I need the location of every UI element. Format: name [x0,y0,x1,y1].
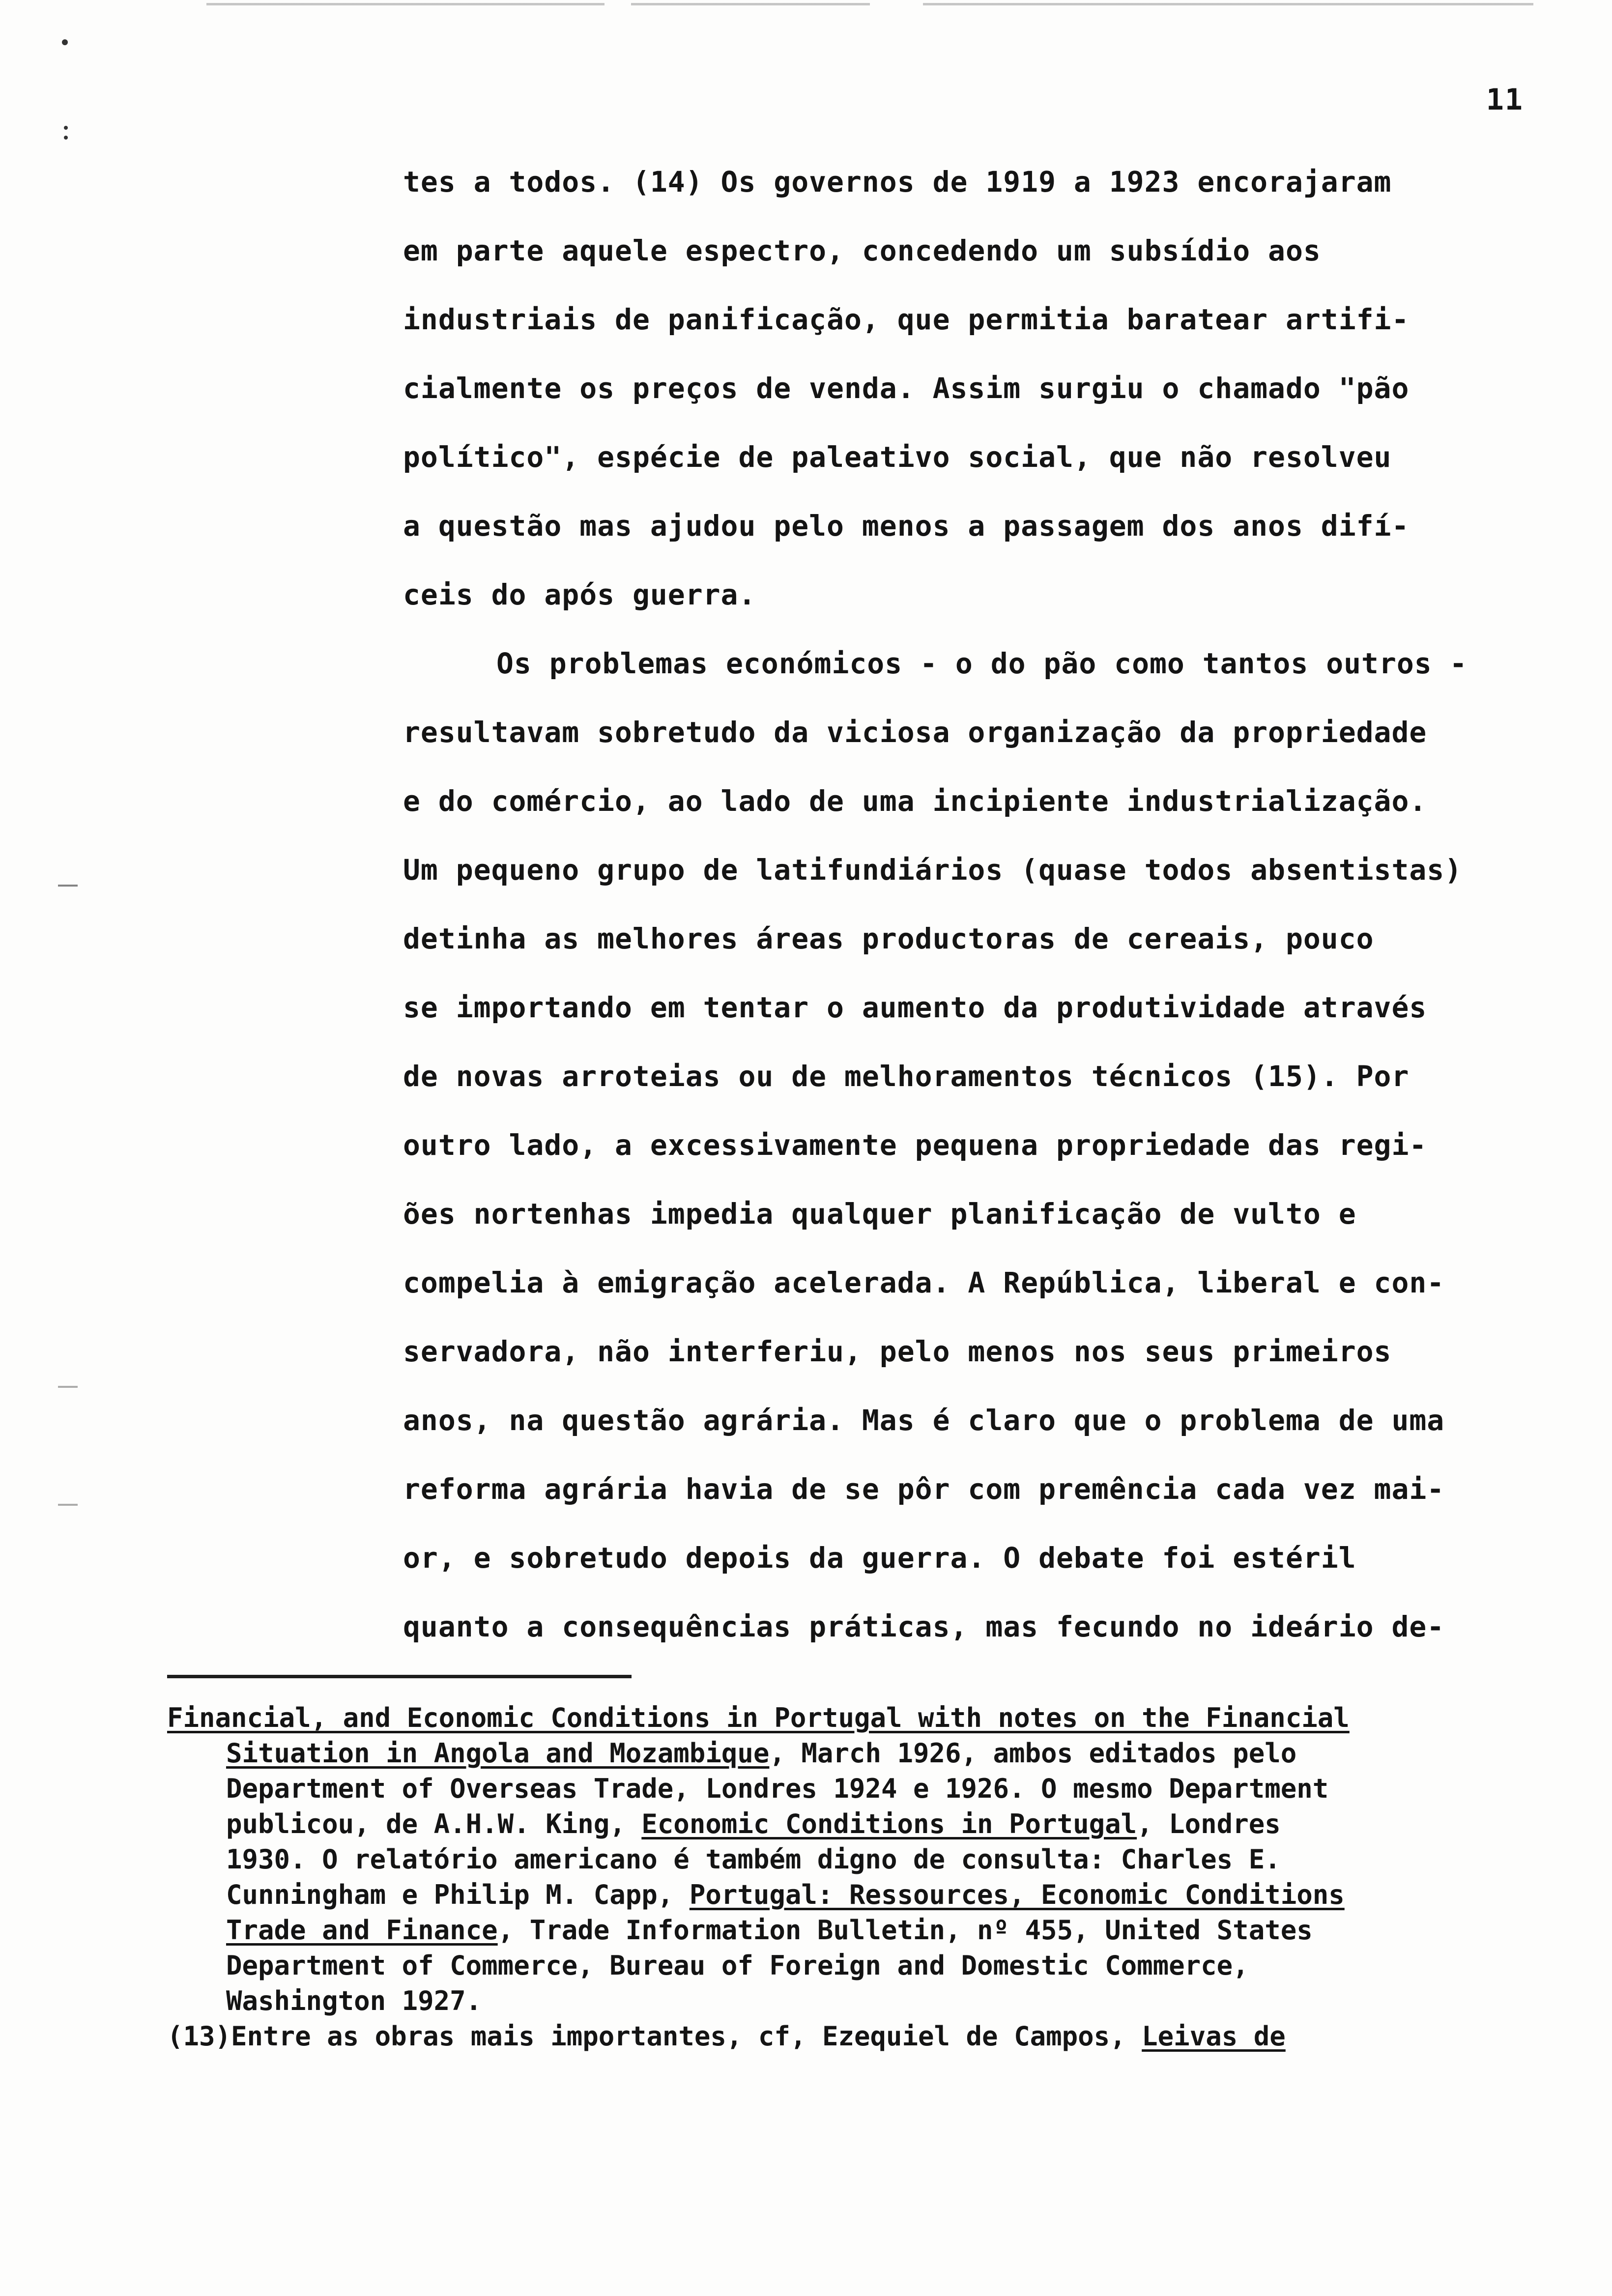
footnote-text: publicou, de A.H.W. King, [226,1808,642,1839]
body-line: se importando em tentar o aumento da produtividade através [403,991,1427,1024]
body-line: cialmente os preços de venda. Assim surgiu o chamado "pão [403,372,1410,405]
footnote-line [167,2019,1592,2054]
body-line: or, e sobretudo depois da guerra. O debate foi estéril [403,1541,1356,1575]
footnotes [167,1700,1592,2054]
footnote-line [167,1913,1592,1948]
footnote-text: Cunningham e Philip M. Capp, [226,1879,690,1910]
body-line: industriais de panificação, que permitia baratear artifi- [403,303,1410,336]
body-line: tes a todos. (14) Os governos de 1919 a 1923 encorajaram [403,165,1392,199]
body-line: em parte aquele espectro, concedendo um subsídio aos [403,234,1321,267]
margin-dash-mark [58,1386,78,1388]
footnote-line [167,1807,1592,1842]
footnote-title: Trade and Finance [226,1915,498,1946]
body-line: a questão mas ajudou pelo menos a passagem dos anos difí- [403,509,1410,543]
footnote-text: , Trade Information Bulletin, nº 455, United States [497,1915,1313,1946]
footnote-title: Portugal: Ressources, Economic Conditions [689,1879,1345,1910]
body-line: resultavam sobretudo da viciosa organização da propriedade [403,716,1427,749]
footnote-title: Situation in Angola and Mozambique [226,1738,770,1769]
margin-colon-mark [64,126,68,130]
body-line: Um pequeno grupo de latifundiários (quase todos absentistas) [403,853,1463,887]
body-line: político", espécie de paleativo social, que não resolveu [403,440,1392,474]
footnote-title: Economic Conditions in Portugal [641,1808,1137,1839]
footnote-text: (13)Entre as obras mais importantes, cf, Ezequiel de Campos, [167,2021,1142,2052]
footnote-line: Washington 1927. [226,1985,482,2016]
footnote-line: Department of Commerce, Bureau of Foreign and Domestic Commerce, [226,1950,1249,1981]
body-line: compelia à emigração acelerada. A República, liberal e con- [403,1266,1445,1299]
body-line: detinha as melhores áreas productoras de cereais, pouco [403,922,1374,955]
body-line: outro lado, a excessivamente pequena propriedade das regi- [403,1128,1427,1162]
footnote-line: Financial, and Economic Conditions in Portugal with notes on the Financial [167,1702,1350,1733]
body-line: anos, na questão agrária. Mas é claro que o problema de uma [403,1404,1445,1437]
body-line: ões nortenhas impedia qualquer planificação de vulto e [403,1197,1356,1231]
footnote-title: Leivas de [1142,2021,1286,2052]
body-line: reforma agrária havia de se pôr com premência cada vez mai- [403,1472,1445,1506]
footnote-line: Department of Overseas Trade, Londres 1924 e 1926. O mesmo Department [226,1773,1329,1804]
body-line: servadora, não interferiu, pelo menos nos seus primeiros [403,1335,1392,1368]
footnote-separator [167,1675,632,1678]
footnote-text: , March 1926, ambos editados pelo [769,1738,1297,1769]
body-line: e do comércio, ao lado de uma incipiente industrialização. [403,784,1427,818]
footnote-text: , Londres [1137,1808,1281,1839]
paragraph-first-line: Os problemas económicos - o do pão como tantos outros - [496,647,1468,680]
margin-dash-mark [58,885,78,887]
body-line: quanto a consequências práticas, mas fecundo no ideário de- [403,1610,1445,1643]
footnote-line: 1930. O relatório americano é também digno de consulta: Charles E. [226,1844,1281,1875]
footnote-line [167,1736,1592,1771]
body-text [403,147,1573,1661]
margin-dash-mark [58,1504,78,1506]
body-line: ceis do após guerra. [403,578,756,611]
scan-edge-artifact [206,3,1533,5]
body-line: de novas arroteias ou de melhoramentos técnicos (15). Por [403,1060,1410,1093]
page-number: 11 [1486,83,1524,117]
margin-dot [62,39,68,45]
footnote-line [167,1877,1592,1913]
